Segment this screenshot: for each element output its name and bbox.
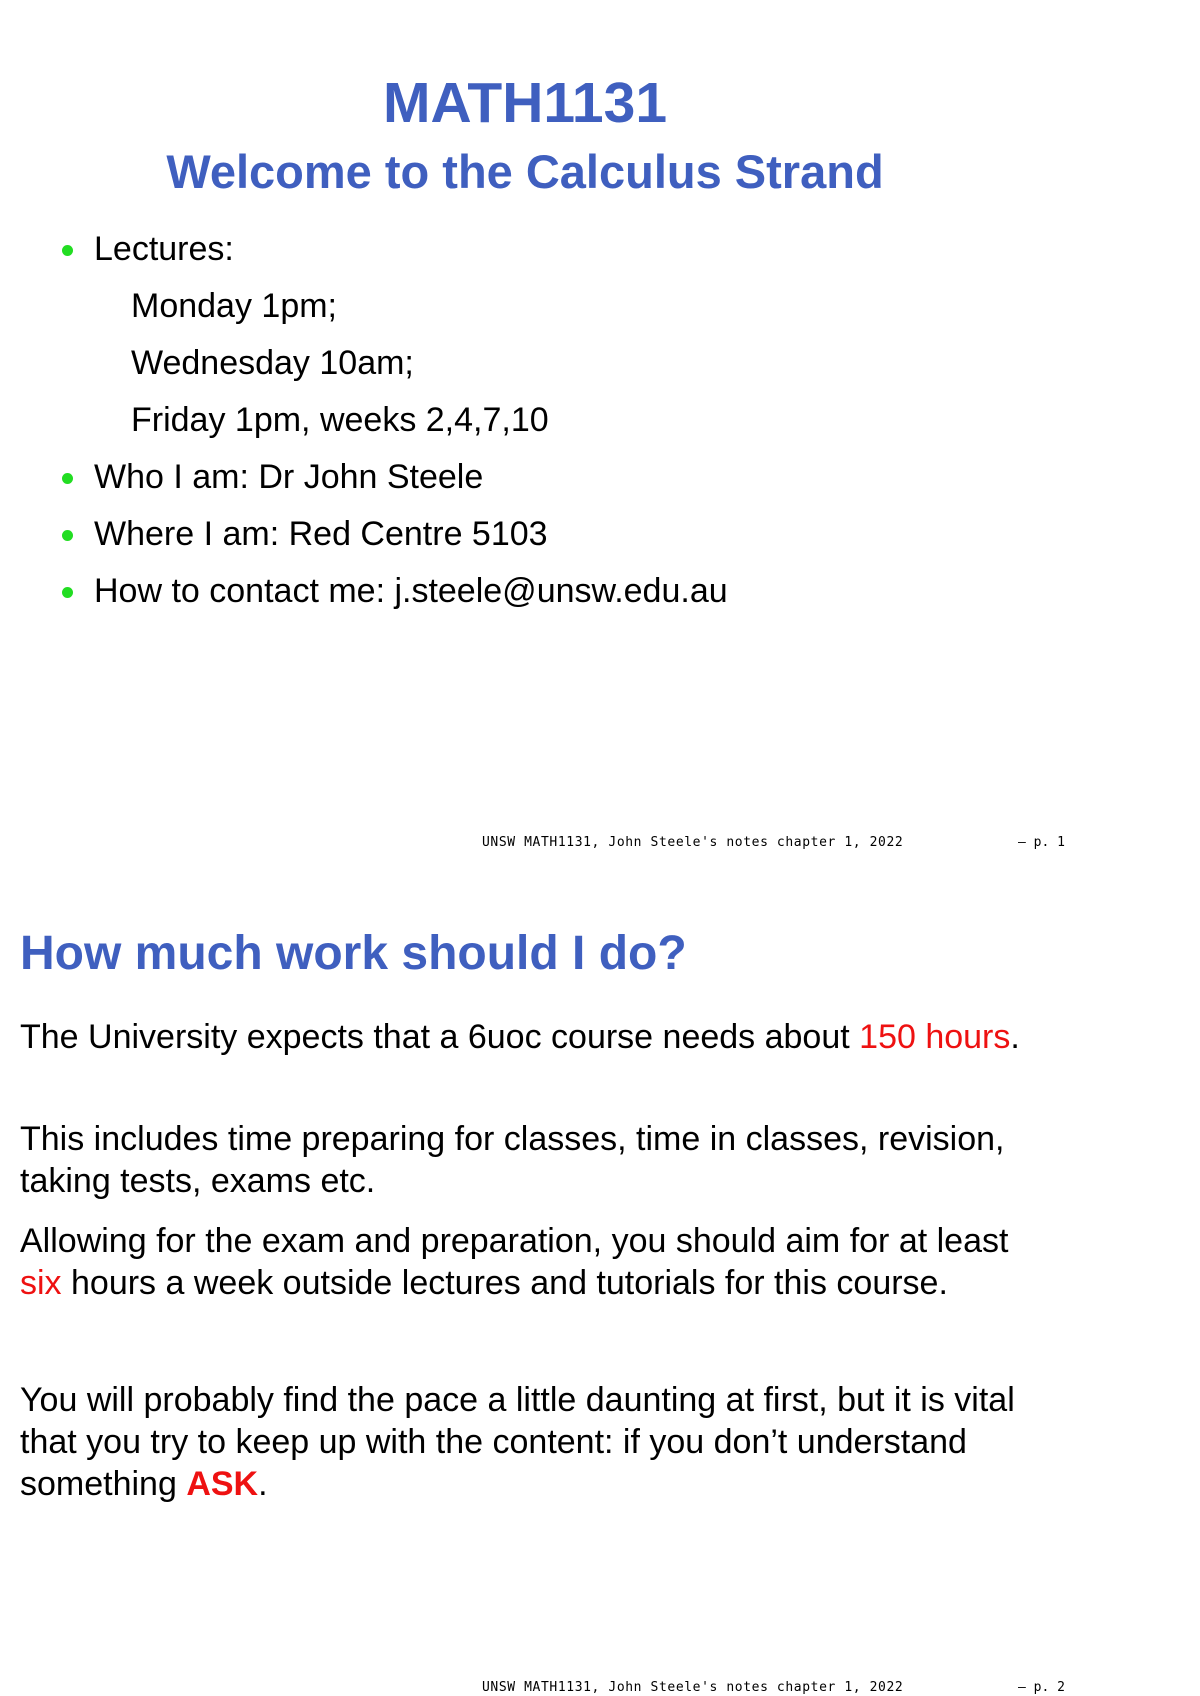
paragraph-text: The University expects that a 6uoc course needs about xyxy=(20,1018,860,1056)
bullet-dot-icon xyxy=(62,245,73,256)
bullet-where xyxy=(0,517,1100,574)
bullet-contact xyxy=(0,574,1100,631)
page-number: – p. 2 xyxy=(1018,1680,1065,1695)
slide-subtitle: Welcome to the Calculus Strand xyxy=(166,145,884,198)
bullet-text: Lectures: xyxy=(94,230,234,268)
highlight-text: 150 hours xyxy=(859,1018,1011,1056)
bullet-dot-icon xyxy=(62,587,73,598)
paragraph-hours xyxy=(20,1016,1040,1058)
paragraph-text: hours a week outside lectures and tutorials for this course. xyxy=(61,1264,948,1302)
paragraph-text: You will probably find the pace a little daunting at first, but it is vital that you try to keep up with the content: if you don’t understand something xyxy=(20,1381,1015,1503)
slide-title: How much work should I do? xyxy=(20,927,687,980)
highlight-text: six xyxy=(20,1264,62,1302)
bullet-lectures xyxy=(0,232,1100,289)
paragraph-includes xyxy=(20,1118,1040,1202)
bullet-text: Where I am: Red Centre 5103 xyxy=(94,515,548,553)
lecture-time-text: Wednesday 10am; xyxy=(131,344,414,382)
bullet-text: Who I am: Dr John Steele xyxy=(94,458,484,496)
lecture-time-text: Monday 1pm; xyxy=(131,287,337,325)
lecture-time-text: Friday 1pm, weeks 2,4,7,10 xyxy=(131,401,549,439)
lecture-time-item xyxy=(0,346,1100,403)
slide-footer: UNSW MATH1131, John Steele's notes chapter 1, 2022 xyxy=(482,835,904,850)
bullet-text: How to contact me: j.steele@unsw.edu.au xyxy=(94,572,728,610)
paragraph-pace xyxy=(20,1379,1040,1505)
bullet-dot-icon xyxy=(62,473,73,484)
slide-title: MATH1131 xyxy=(382,71,668,135)
bullet-who xyxy=(0,460,1100,517)
lecture-time-item xyxy=(0,289,1100,346)
paragraph-text: Allowing for the exam and preparation, you should aim for at least xyxy=(20,1222,1009,1260)
paragraph-weekly xyxy=(20,1220,1040,1304)
paragraph-text: . xyxy=(1010,1018,1020,1056)
bullet-dot-icon xyxy=(62,530,73,541)
highlight-text: ASK xyxy=(186,1465,259,1503)
slide-2 xyxy=(0,848,1200,1696)
lecture-time-item xyxy=(0,403,1100,460)
info-bullet-list xyxy=(0,232,1100,631)
paragraph-text: This includes time preparing for classes, time in classes, revision, taking tests, exams etc. xyxy=(20,1120,1005,1200)
slide-footer: UNSW MATH1131, John Steele's notes chapter 1, 2022 xyxy=(482,1680,904,1695)
page-number: – p. 1 xyxy=(1018,835,1065,850)
paragraph-text: . xyxy=(258,1465,268,1503)
